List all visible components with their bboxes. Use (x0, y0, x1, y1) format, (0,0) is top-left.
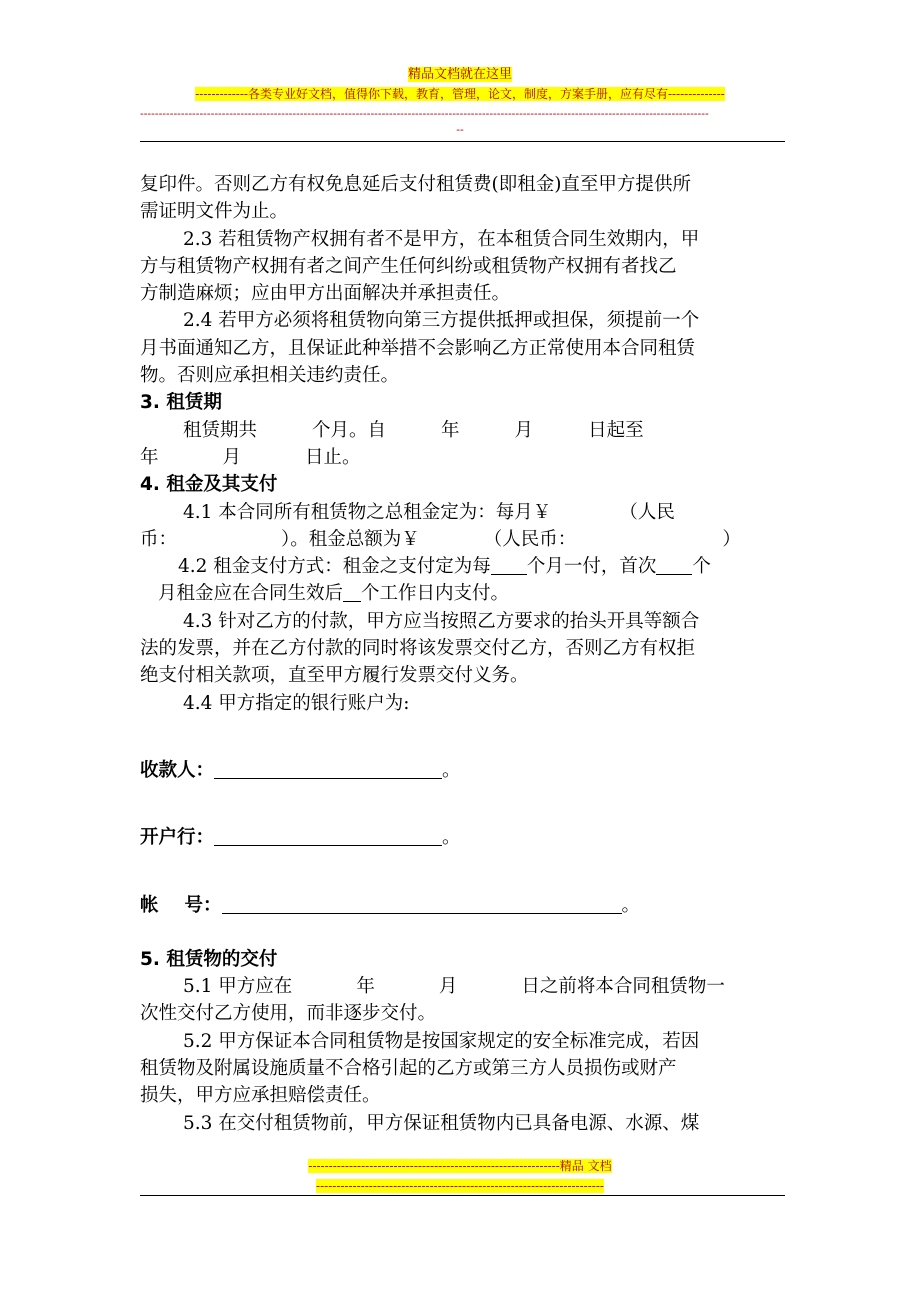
footer-line-2: ----------------------------------------------------------------------- (316, 1179, 604, 1193)
section-4-heading: 4. 租金及其支付 (140, 474, 278, 496)
clause-4-1: 4.1 本合同所有租赁物之总租金定为：每月￥ （人民 (183, 501, 675, 523)
paragraph-line: 方与租赁物产权拥有者之间产生任何纠纷或租赁物产权拥有者找乙 (140, 255, 677, 277)
clause-2-3: 2.3 若租赁物产权拥有者不是甲方，在本租赁合同生效期内，甲 (183, 228, 700, 250)
payee-line: 收款人： 。 (140, 759, 461, 781)
paragraph-line: 需证明文件为止。 (140, 201, 289, 223)
clause-5-1: 5.1 甲方应在 年 月 日之前将本合同租赁物一 (183, 976, 725, 998)
clause-4-2: 月租金应在合同生效后 个工作日内支付。 (158, 583, 510, 605)
lease-term-line: 年 月 日止。 (140, 446, 361, 468)
clause-5-3: 5.3 在交付租赁物前，甲方保证租赁物内已具备电源、水源、煤 (183, 1112, 700, 1134)
clause-4-1: 币： ）。租金总额为￥ （人民币： ） (140, 528, 741, 550)
account-line: 帐 号： 。 (140, 894, 641, 916)
section-5-heading: 5. 租赁物的交付 (140, 948, 278, 970)
clause-5-2: 5.2 甲方保证本合同租赁物是按国家规定的安全标准完成，若因 (183, 1030, 700, 1052)
paragraph-line: 次性交付乙方使用，而非逐步交付。 (140, 1003, 437, 1025)
paragraph-line: 月书面通知乙方，且保证此种举措不会影响乙方正常使用本合同租赁 (140, 337, 696, 359)
header-rule (140, 141, 785, 142)
paragraph-line: 复印件。否则乙方有权免息延后支付租赁费(即租金)直至甲方提供所 (140, 174, 691, 195)
payee-field (214, 758, 442, 779)
paragraph-line: 损失，甲方应承担赔偿责任。 (140, 1085, 381, 1107)
account-field (222, 893, 622, 914)
section-3-heading: 3. 租赁期 (140, 392, 222, 414)
header-subtitle: -------------各类专业好文档，值得你下载，教育，管理，论文，制度，方案手册，应有尽有-------------- (195, 87, 725, 101)
header-title: 精品文档就在这里 (407, 67, 512, 82)
bank-line: 开户行： 。 (140, 827, 461, 849)
footer-rule (140, 1195, 785, 1196)
clause-4-2: 4.2 租金支付方式：租金之支付定为每 个月一付，首次 个 (178, 556, 711, 578)
blank-field (343, 581, 361, 602)
header-dash-tail: -- (456, 123, 464, 136)
paragraph-line: 法的发票，并在乙方付款的同时将该发票交付乙方，否则乙方有权拒 (140, 638, 696, 660)
paragraph-line: 物。否则应承担相关违约责任。 (140, 365, 400, 387)
paragraph-line: 租赁物及附属设施质量不合格引起的乙方或第三方人员损伤或财产 (140, 1058, 677, 1080)
paragraph-line: 方制造麻烦；应由甲方出面解决并承担责任。 (140, 283, 511, 305)
clause-4-4: 4.4 甲方指定的银行账户为: (183, 692, 410, 714)
blank-field (656, 554, 692, 575)
clause-4-3: 4.3 针对乙方的付款，甲方应当按照乙方要求的抬头开具等额合 (183, 610, 700, 632)
footer-line-1: --------------------------------------------------------------精品 文档 (308, 1159, 612, 1173)
clause-2-4: 2.4 若甲方必须将租赁物向第三方提供抵押或担保，须提前一个 (183, 310, 700, 332)
paragraph-line: 绝支付相关款项，直至甲方履行发票交付义务。 (140, 665, 529, 687)
lease-term-line: 租赁期共 个月。自 年 月 日起至 (183, 419, 644, 441)
blank-field (491, 554, 527, 575)
document-body (140, 171, 788, 1137)
bank-field (214, 825, 442, 846)
header-dash-line: --------------------------------------------------------------------------------------------------------------------------------------------------------- (140, 108, 709, 120)
